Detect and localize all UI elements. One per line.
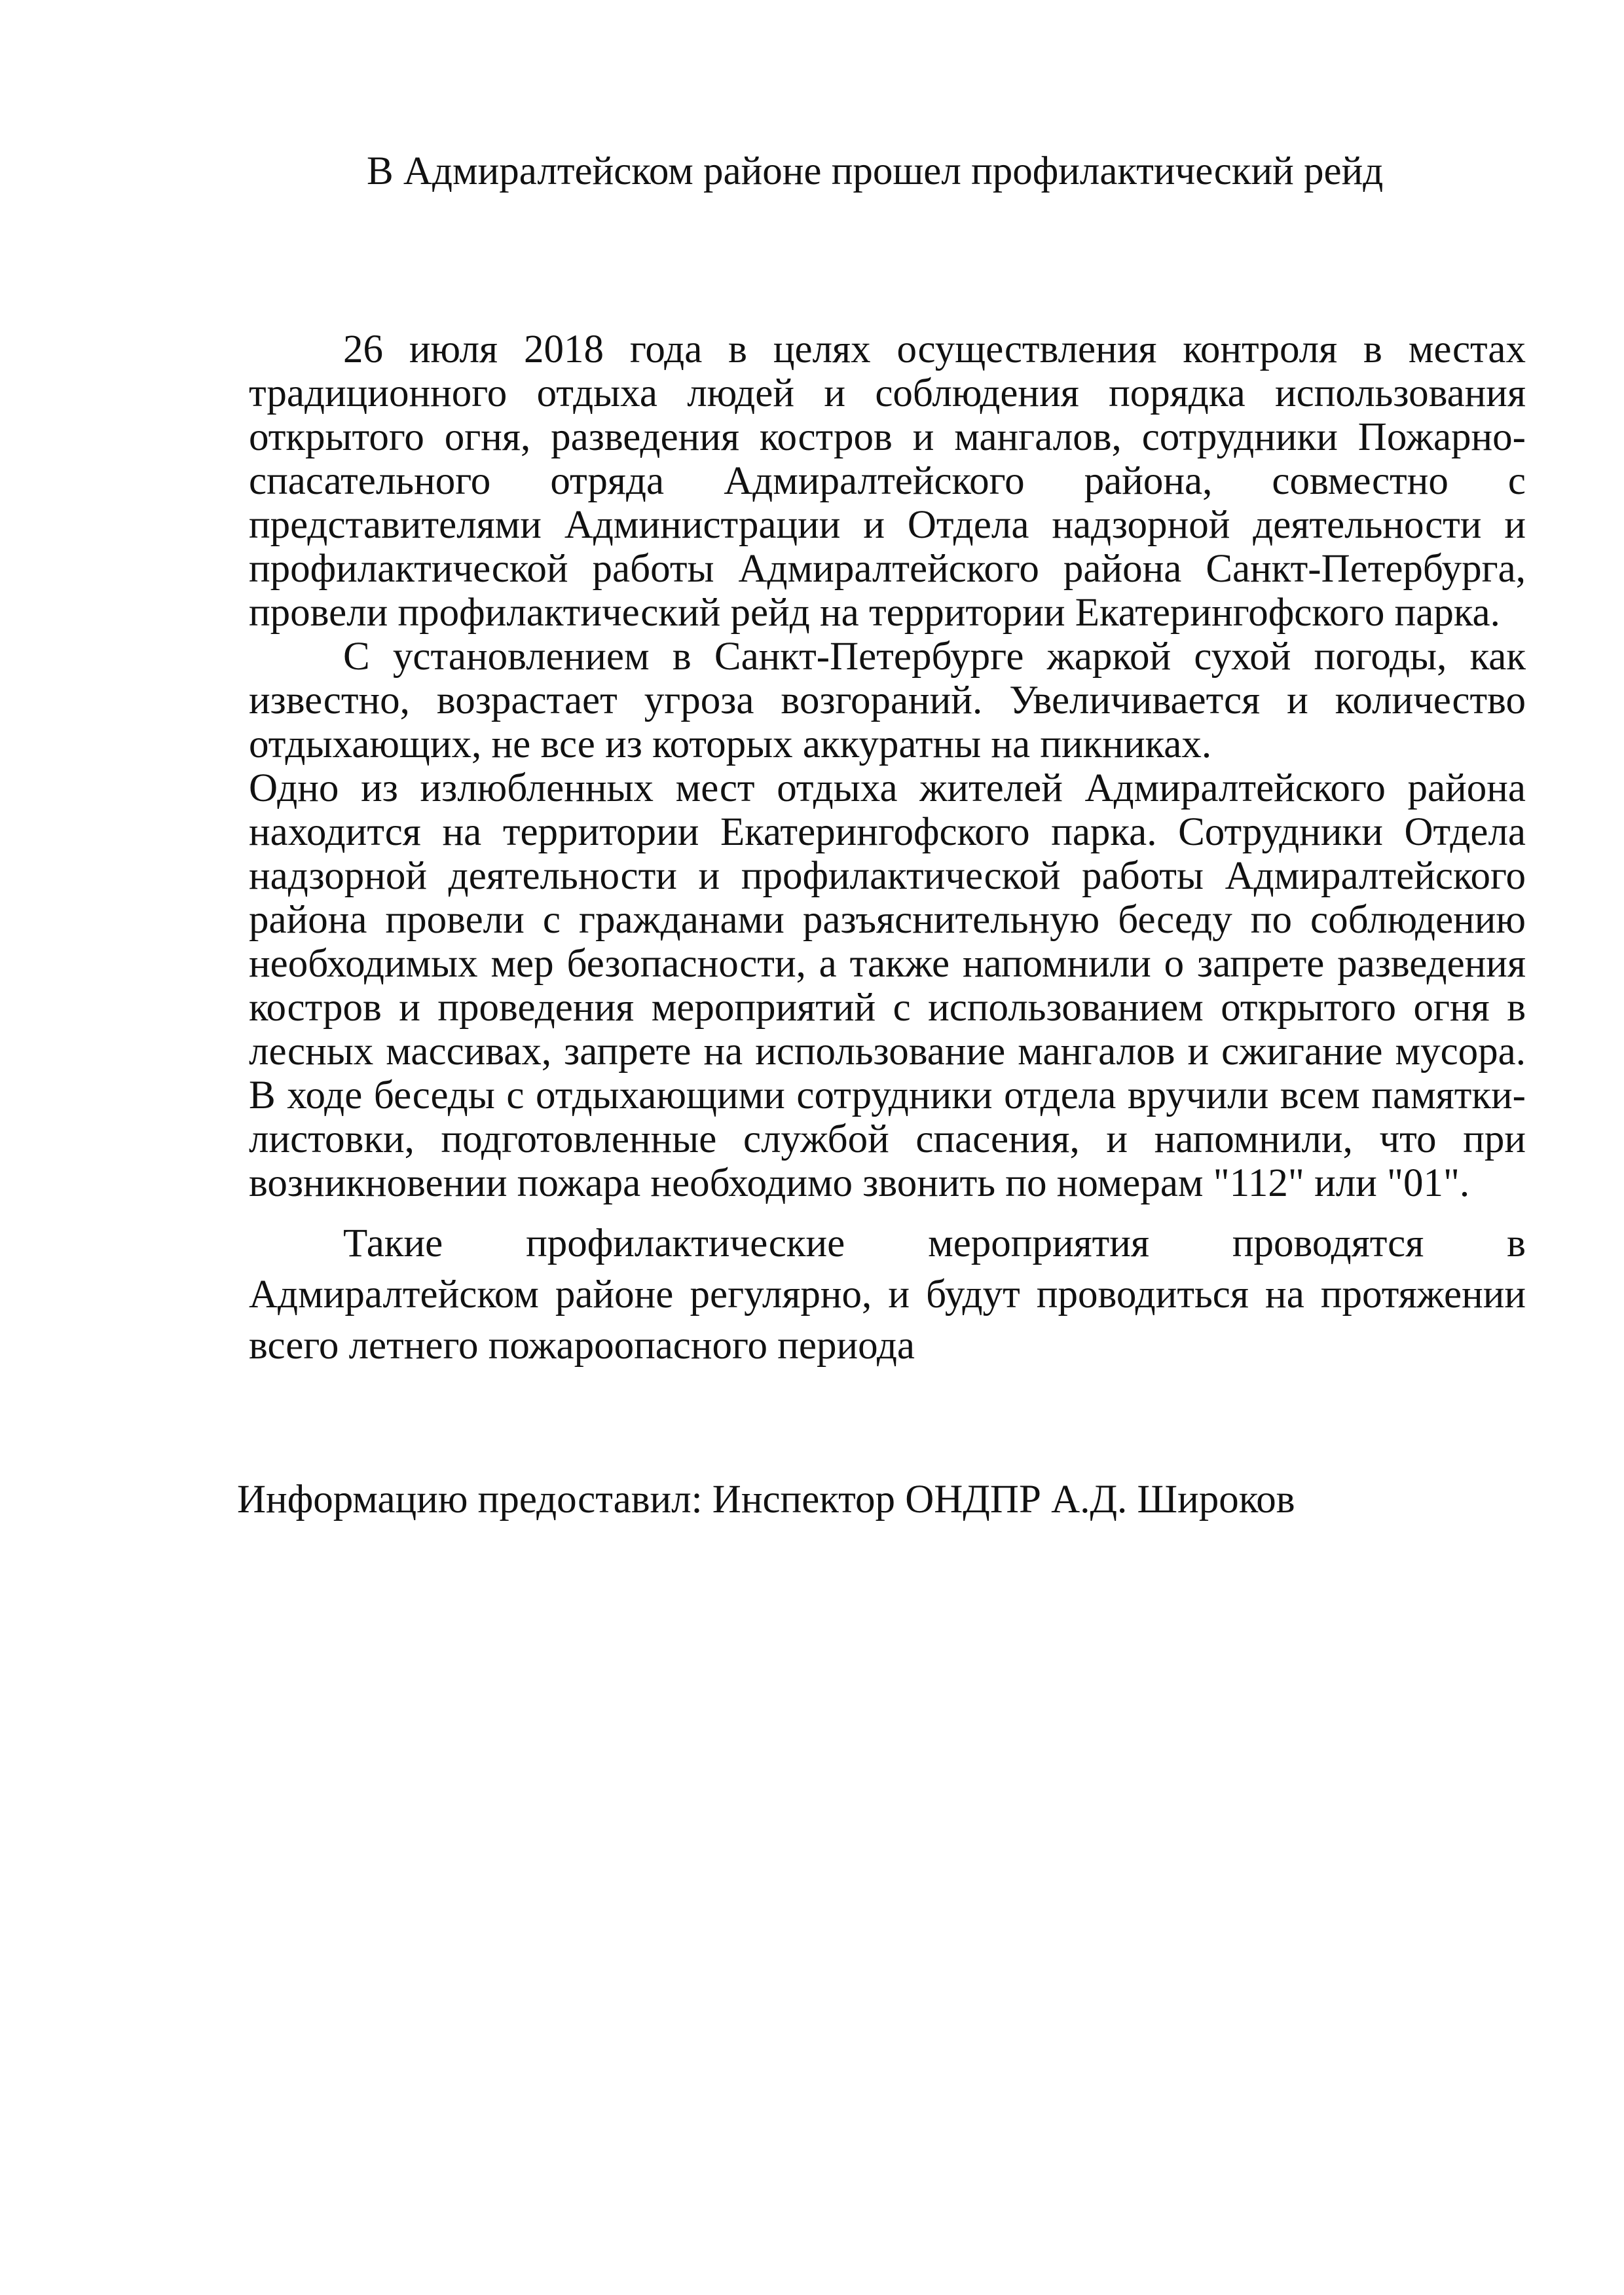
- paragraph-raid-description: 26 июля 2018 года в целях осуществления контроля в местах традиционного отдыха людей и соблюдения порядка использования открытого огня, разведения костров и мангалов, сотрудники Пожарно-спасательного отряда Адмиралтейского района, совместно с представителями Администрации и Отдела надзорной деятельности и профилактической работы Адмиралтейского района Санкт-Петербурга, провели профилактический рейд на территории Екатерингофского парка.: [249, 327, 1526, 635]
- document-title: В Адмиралтейском районе прошел профилактический рейд: [367, 149, 1384, 193]
- paragraph-regular-measures: Такие профилактические мероприятия проводятся в Адмиралтейском районе регулярно, и будут проводиться на протяжении всего летнего пожароопасного периода: [249, 1222, 1526, 1368]
- paragraph-park-conversation: Одно из излюбленных мест отдыха жителей Адмиралтейского района находится на территории Екатерингофского парка. Сотрудники Отдела надзорной деятельности и профилактической работы Адмиралтейского района провели с гражданами разъяснительную беседу по соблюдению необходимых мер безопасности, а также напомнили о запрете разведения костров и проведения мероприятий с использованием открытого огня в лесных массивах, запрете на использование мангалов и сжигание мусора. В ходе беседы с отдыхающими сотрудники отдела вручили всем памятки-листовки, подготовленные службой спасения, и напомнили, что при возникновении пожара необходимо звонить по номерам "112" или "01".: [249, 766, 1526, 1205]
- document-body: [249, 327, 1526, 1371]
- paragraph-fire-risk: С установлением в Санкт-Петербурге жаркой сухой погоды, как известно, возрастает угроза возгораний. Увеличивается и количество отдыхающих, не все из которых аккуратны на пикниках.: [249, 635, 1526, 766]
- information-source-signature: Информацию предоставил: Инспектор ОНДПР А.Д. Широков: [237, 1478, 1295, 1521]
